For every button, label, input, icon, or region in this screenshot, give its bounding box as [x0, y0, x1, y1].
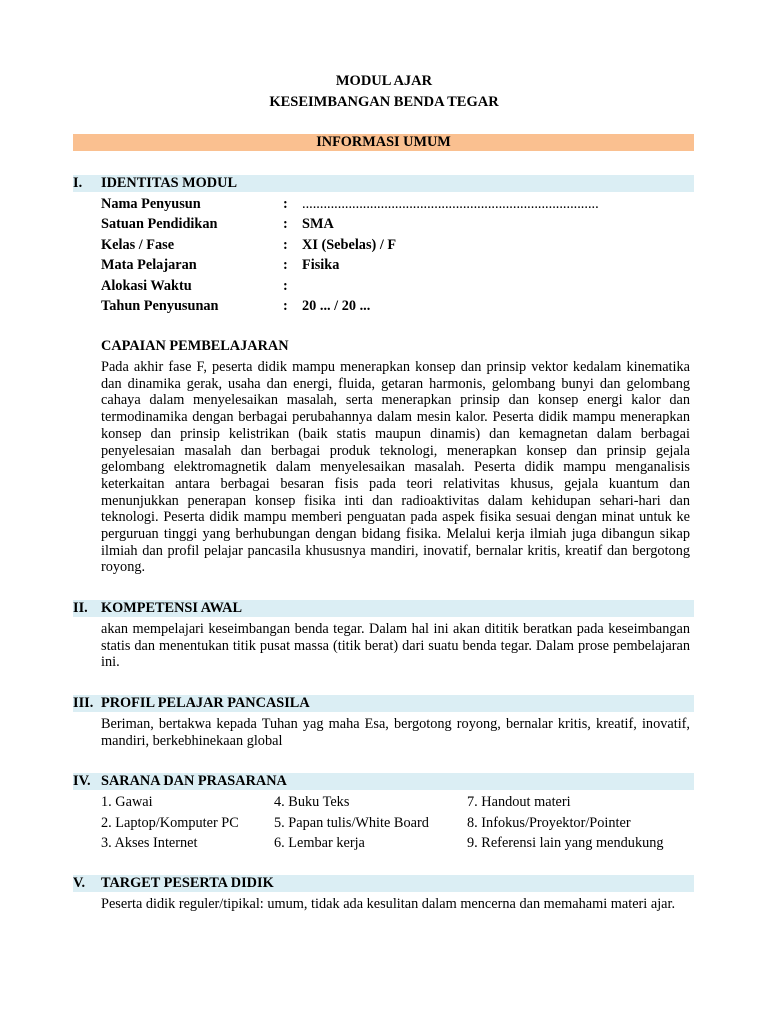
- identity-row-satuan: [101, 214, 701, 234]
- section-label: PROFIL PELAJAR PANCASILA: [101, 695, 310, 711]
- identity-row-kelas: [101, 235, 701, 255]
- sarana-item: 2. Laptop/Komputer PC: [101, 815, 239, 831]
- identity-value: Fisika: [302, 257, 340, 273]
- section-label: TARGET PESERTA DIDIK: [101, 875, 274, 891]
- identity-colon: :: [283, 298, 288, 314]
- sarana-item: 1. Gawai: [101, 794, 153, 810]
- section-target-header: [73, 875, 694, 892]
- identity-row-tahun: [101, 296, 701, 316]
- identity-value: 20 ... / 20 ...: [302, 298, 371, 314]
- identity-colon: :: [283, 278, 288, 294]
- section-label: IDENTITAS MODUL: [101, 175, 237, 191]
- identity-key: Kelas / Fase: [101, 237, 175, 253]
- identity-colon: :: [283, 196, 288, 212]
- sarana-item: 5. Papan tulis/White Board: [274, 815, 429, 831]
- section-number: IV.: [73, 773, 91, 789]
- identity-row-mapel: [101, 255, 701, 275]
- target-paragraph: Peserta didik reguler/tipikal: umum, tidak ada kesulitan dalam mencerna dan memahami materi ajar.: [101, 896, 676, 912]
- identity-row-penyusun: [101, 194, 701, 214]
- section-number: V.: [73, 875, 86, 891]
- section-label: SARANA DAN PRASARANA: [101, 773, 287, 789]
- identity-value: SMA: [302, 216, 334, 232]
- profil-paragraph: Beriman, bertakwa kepada Tuhan yag maha Esa, bergotong royong, bernalar kritis, kreatif, inovatif, mandiri, berkebhinekaan global: [101, 716, 690, 749]
- document-title-line2: KESEIMBANGAN BENDA TEGAR: [269, 94, 499, 110]
- info-umum-banner: INFORMASI UMUM: [73, 134, 694, 151]
- section-label: KOMPETENSI AWAL: [101, 600, 243, 616]
- section-sarana-header: [73, 773, 694, 790]
- section-identitas-header: [73, 175, 694, 192]
- kompetensi-paragraph: akan mempelajari keseimbangan benda tegar. Dalam hal ini akan dititik beratkan pada keseimbangan statis dan menentukan titik pusat massa (titik berat) dari suatu benda tegar. Dalam prose pembelajaran ini.: [101, 621, 690, 671]
- identity-key: Mata Pelajaran: [101, 257, 197, 273]
- capaian-paragraph: Pada akhir fase F, peserta didik mampu menerapkan konsep dan prinsip vektor kedalam kinematika dan dinamika gerak, usaha dan energi, fluida, getaran harmonis, gelombang bunyi dan gelombang cahaya dalam menyelesaikan masalah, serta menerapkan prinsip dan konsep energi kalor dan termodinamika dengan berbagai perubahannya dalam mesin kalor. Peserta didik mampu menerapkan konsep dan prinsip kelistrikan (baik statis maupun dinamis) dan kemagnetan dalam berbagai penyelesaian masalah dan berbagai produk teknologi, menerapkan konsep dan prinsip gejala gelombang elektromagnetik dalam menyelesaikan masalah. Peserta didik mampu menganalisis keterkaitan antara berbagai besaran fisis pada teori relativitas khusus, gejala kuantum dan menunjukkan penerapan konsep fisika inti dan radioaktivitas dalam kehidupan sehari-hari dan teknologi. Peserta didik mampu memberi penguatan pada aspek fisika sesuai dengan minat untuk ke perguruan tinggi yang berhubungan dengan bidang fisika. Melalui kerja ilmiah juga dibangun sikap ilmiah dan profil pelajar pancasila khususnya mandiri, inovatif, bernalar kritis, kreatif dan bergotong royong.: [101, 359, 690, 576]
- identity-value: XI (Sebelas) / F: [302, 237, 397, 253]
- identity-key: Satuan Pendidikan: [101, 216, 218, 232]
- section-profil-header: [73, 695, 694, 712]
- identity-value: ...................................................................................: [302, 196, 599, 212]
- document-title-line1: MODUL AJAR: [335, 73, 433, 89]
- identity-key: Tahun Penyusunan: [101, 298, 219, 314]
- identity-key: Alokasi Waktu: [101, 278, 192, 294]
- sarana-item: 3. Akses Internet: [101, 835, 198, 851]
- identity-key: Nama Penyusun: [101, 196, 201, 212]
- sarana-item: 6. Lembar kerja: [274, 835, 365, 851]
- sarana-item: 8. Infokus/Proyektor/Pointer: [467, 815, 631, 831]
- identity-row-alokasi: [101, 276, 701, 296]
- identity-colon: :: [283, 216, 288, 232]
- section-number: I.: [73, 175, 83, 191]
- section-number: III.: [73, 695, 94, 711]
- section-number: II.: [73, 600, 88, 616]
- sarana-item: 7. Handout materi: [467, 794, 571, 810]
- sarana-item: 4. Buku Teks: [274, 794, 350, 810]
- capaian-heading: CAPAIAN PEMBELAJARAN: [101, 338, 289, 354]
- identity-colon: :: [283, 257, 288, 273]
- section-kompetensi-header: [73, 600, 694, 617]
- sarana-item: 9. Referensi lain yang mendukung: [467, 835, 664, 851]
- identity-colon: :: [283, 237, 288, 253]
